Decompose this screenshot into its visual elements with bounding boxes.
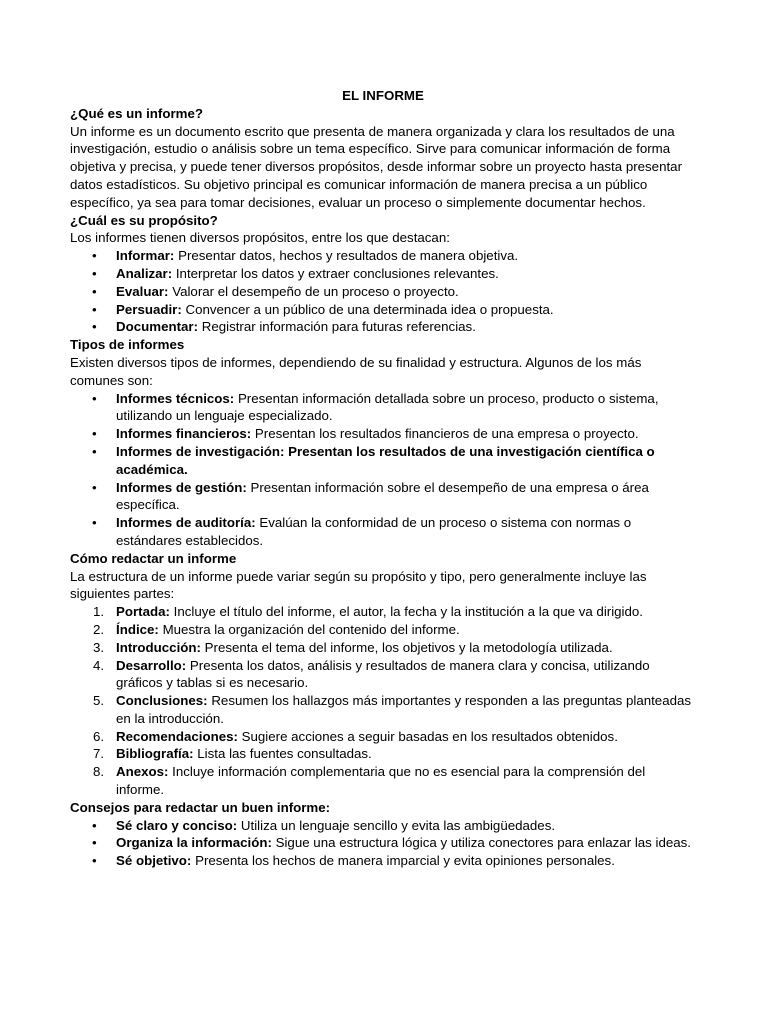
tips-list bbox=[70, 817, 696, 870]
list-item bbox=[93, 657, 696, 693]
list-item-desc: Presentar datos, hechos y resultados de manera objetiva. bbox=[178, 248, 519, 264]
list-item bbox=[116, 265, 696, 283]
list-item-term: Bibliografía: bbox=[116, 746, 194, 762]
list-item bbox=[116, 318, 696, 336]
list-item bbox=[93, 745, 696, 763]
list-item-term: Informar: bbox=[116, 248, 175, 264]
list-item-number: 8. bbox=[93, 764, 105, 780]
section-heading-howto: Cómo redactar un informe bbox=[70, 550, 237, 566]
list-item-desc: Interpretar los datos y extraer conclusiones relevantes. bbox=[175, 265, 499, 281]
list-item-desc: Convencer a un público de una determinada idea o propuesta. bbox=[185, 301, 554, 317]
list-item-term: Informes técnicos: bbox=[116, 390, 235, 406]
list-item-desc: Lista las fuentes consultadas. bbox=[197, 746, 372, 762]
list-item bbox=[116, 301, 696, 319]
section-heading-what: ¿Qué es un informe? bbox=[70, 105, 203, 121]
list-item-term: Índice: bbox=[116, 621, 159, 637]
list-item-desc: Valorar el desempeño de un proceso o proyecto. bbox=[172, 283, 459, 299]
list-item-number: 3. bbox=[93, 639, 105, 655]
list-item-term: Informes de gestión: bbox=[116, 479, 247, 495]
list-item-desc: Muestra la organización del contenido del informe. bbox=[162, 621, 460, 637]
list-item-term: Portada: bbox=[116, 604, 170, 620]
list-item bbox=[116, 817, 696, 835]
list-item bbox=[93, 621, 696, 639]
list-item-term: Desarrollo: bbox=[116, 657, 187, 673]
section-heading-tips: Consejos para redactar un buen informe: bbox=[70, 799, 331, 815]
list-item-desc: Utiliza un lenguaje sencillo y evita las ambigüedades. bbox=[240, 817, 556, 833]
list-item bbox=[116, 390, 696, 426]
section-intro-types: Existen diversos tipos de informes, dependiendo de su finalidad y estructura. Algunos de los más comunes son: bbox=[70, 354, 642, 388]
list-item-term: Introducción: bbox=[116, 639, 201, 655]
list-item-desc: Resumen los hallazgos más importantes y responden a las preguntas planteadas en la introducción. bbox=[116, 693, 692, 726]
list-item-term: Organiza la información: bbox=[116, 835, 272, 851]
list-item bbox=[93, 763, 696, 799]
purpose-list bbox=[70, 247, 696, 336]
list-item-desc: Incluye información complementaria que no es esencial para la comprensión del informe. bbox=[116, 764, 646, 798]
list-item bbox=[116, 247, 696, 265]
list-item-term: Informes financieros: bbox=[116, 426, 252, 442]
list-item-desc: Evalúan la conformidad de un proceso o sistema con normas o estándares establecidos. bbox=[116, 515, 632, 548]
list-item-desc: Sugiere acciones a seguir basadas en los resultados obtenidos. bbox=[241, 728, 618, 744]
list-item-number: 7. bbox=[93, 746, 105, 762]
list-item bbox=[93, 728, 696, 746]
section-heading-types: Tipos de informes bbox=[70, 337, 185, 353]
list-item-number: 4. bbox=[93, 657, 105, 673]
list-item-number: 1. bbox=[93, 604, 105, 620]
list-item-term: Recomendaciones: bbox=[116, 728, 238, 744]
list-item-term: Persuadir: bbox=[116, 301, 182, 317]
list-item bbox=[93, 692, 696, 728]
list-item-term: Sé objetivo: bbox=[116, 853, 192, 869]
list-item bbox=[116, 479, 696, 515]
document-title: EL INFORME bbox=[342, 88, 424, 103]
list-item-desc: Presentan los resultados de una investigación científica o académica. bbox=[116, 443, 655, 477]
list-item-desc: Presentan los resultados financieros de una empresa o proyecto. bbox=[254, 426, 639, 442]
list-item-desc: Presenta los datos, análisis y resultados de manera clara y concisa, utilizando gráficos y tablas si es necesario. bbox=[116, 657, 650, 691]
list-item-term: Anexos: bbox=[116, 764, 169, 780]
list-item-number: 2. bbox=[93, 621, 105, 637]
list-item bbox=[93, 639, 696, 657]
howto-list bbox=[70, 603, 696, 799]
section-heading-purpose: ¿Cuál es su propósito? bbox=[70, 212, 218, 228]
list-item bbox=[116, 852, 696, 870]
list-item bbox=[116, 834, 696, 852]
list-item-term: Analizar: bbox=[116, 265, 173, 281]
list-item bbox=[93, 603, 696, 621]
list-item-term: Documentar: bbox=[116, 319, 199, 335]
list-item-desc: Sigue una estructura lógica y utiliza conectores para enlazar las ideas. bbox=[275, 835, 692, 851]
list-item-term: Sé claro y conciso: bbox=[116, 817, 238, 833]
list-item-term: Evaluar: bbox=[116, 283, 169, 299]
list-item-term: Informes de investigación: bbox=[116, 443, 285, 459]
list-item-desc: Presenta el tema del informe, los objetivos y la metodología utilizada. bbox=[204, 639, 613, 655]
list-item bbox=[116, 514, 696, 550]
list-item-desc: Presentan información detallada sobre un proceso, producto o sistema, utilizando un lenguaje especializado. bbox=[116, 390, 659, 424]
list-item-number: 5. bbox=[93, 693, 105, 709]
list-item bbox=[116, 283, 696, 301]
list-item-desc: Incluye el título del informe, el autor, la fecha y la institución a la que va dirigido. bbox=[173, 604, 643, 620]
types-list bbox=[70, 390, 696, 550]
list-item-desc: Presenta los hechos de manera imparcial y evita opiniones personales. bbox=[195, 853, 615, 869]
list-item bbox=[116, 425, 696, 443]
list-item-desc: Presentan información sobre el desempeño de una empresa o área específica. bbox=[116, 479, 649, 513]
section-text-what: Un informe es un documento escrito que presenta de manera organizada y clara los resultados de una investigación, estudio o análisis sobre un tema específico. Sirve para comunicar información de forma objetiva y precisa, y puede tener diversos propósitos, desde informar sobre un proyecto hasta presentar datos estadísticos. Su objetivo principal es comunicar información de manera precisa a un público específico, ya sea para tomar decisiones, evaluar un proceso o simplemente documentar hechos. bbox=[70, 123, 682, 210]
list-item-term: Conclusiones: bbox=[116, 693, 208, 709]
list-item bbox=[116, 443, 696, 479]
section-intro-howto: La estructura de un informe puede variar según su propósito y tipo, pero generalmente incluye las siguientes partes: bbox=[70, 568, 647, 602]
section-intro-purpose: Los informes tienen diversos propósitos, entre los que destacan: bbox=[70, 230, 450, 246]
list-item-desc: Registrar información para futuras referencias. bbox=[201, 319, 476, 335]
document-page bbox=[70, 87, 696, 870]
list-item-number: 6. bbox=[93, 728, 105, 744]
list-item-term: Informes de auditoría: bbox=[116, 515, 256, 531]
